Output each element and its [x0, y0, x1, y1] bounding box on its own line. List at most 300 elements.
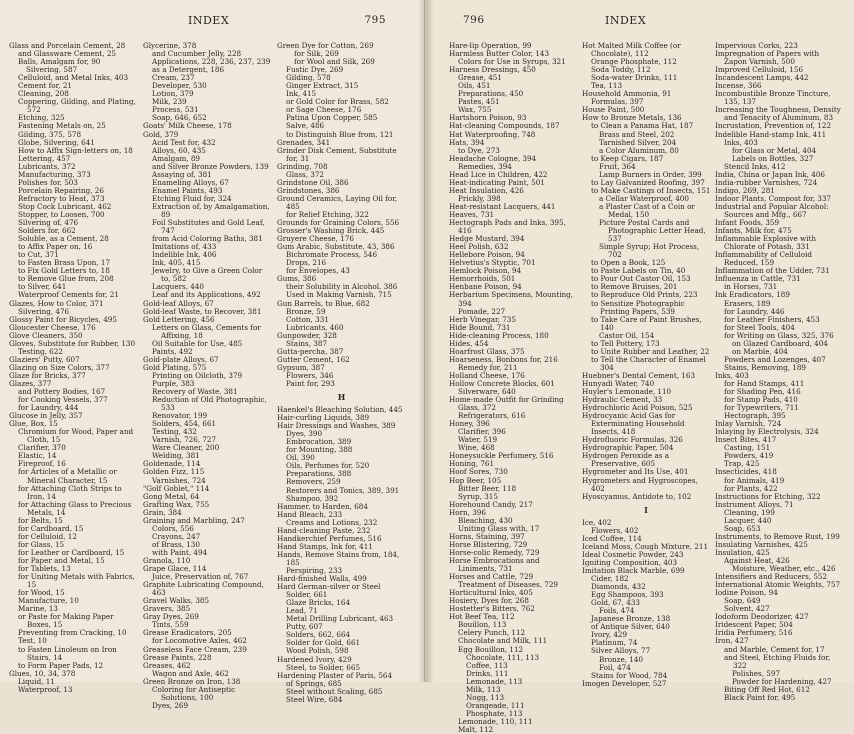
index-entry: Hoarseness, Bonbons for, 216	[449, 354, 558, 364]
index-subentry: Polishes, 597	[732, 668, 781, 678]
index-subentry: Wine, 468	[458, 443, 495, 453]
index-subentry: Bronze, 140	[599, 654, 644, 664]
index-subentry: Milk, 239	[152, 97, 187, 107]
index-subentry: for Belts, 15	[18, 515, 63, 525]
index-entry: Hair-curling Liquids, 389	[277, 413, 370, 423]
index-subentry: Patina Upon Copper, 585	[286, 113, 378, 123]
index-entry: Inlaying by Electrolysis, 324	[715, 427, 819, 437]
index-entry: Honeysuckle Perfumery, 516	[449, 451, 554, 461]
index-subentry: Refrigerators, 616	[458, 411, 526, 421]
index-subentry: for Wool and Silk, 269	[294, 57, 375, 67]
index-subentry: Amalgam, 89	[152, 153, 201, 163]
index-entry: Hygrometer and Its Use, 401	[582, 467, 689, 477]
index-subentry: Colors, 556	[152, 523, 194, 533]
index-entry: Gong Metal, 64	[143, 491, 200, 501]
index-entry: Hand Bleach, 233	[277, 509, 343, 519]
index-entry: Inflammation of the Udder, 731	[715, 266, 830, 276]
index-subentry: with Paint, 494	[152, 547, 208, 557]
index-subentry: to Sensitize Photographic Printing Papers, 539	[591, 298, 685, 316]
index-subentry: Orangeade, 111	[466, 700, 525, 710]
index-entry: Hydrochloric Acid Poison, 525	[582, 403, 693, 413]
index-subentry: or Sage Cheese, 176	[286, 105, 362, 115]
index-subentry: as a Detergent, 186	[152, 65, 225, 75]
index-entry: Hides, 454	[449, 338, 489, 348]
index-subentry: Alloys, 60, 435	[152, 145, 206, 155]
index-entry: Hide-cleaning Process, 180	[449, 330, 549, 340]
index-subentry: Diamonds, 432	[591, 582, 646, 592]
index-subentry: Lacquer, 440	[724, 515, 772, 525]
index-subentry: Flowers, 402	[591, 525, 639, 535]
index-entry: Hop Beer, 105	[449, 475, 502, 485]
index-subentry: Bouillon, 113	[458, 620, 507, 630]
index-subentry: Preparations, 388	[286, 469, 352, 479]
index-entry: Green Bronze on Iron, 138	[143, 676, 241, 686]
index-subentry: Tea, 113	[591, 81, 623, 91]
index-subentry: and Silver Bronze Powders, 139	[152, 161, 269, 171]
index-entry: Instruments, to Remove Rust, 199	[715, 531, 840, 541]
index-subentry: Uniting Glass with, 17	[458, 523, 540, 533]
index-subentry: Lemonade, 113	[466, 676, 523, 686]
index-subentry: to Fix Gold Letters to, 18	[18, 266, 110, 276]
index-subentry: Egg Shampoos, 393	[591, 590, 664, 600]
index-entry: Granola, 110	[143, 556, 191, 565]
index-subentry: Varnish, 726, 727	[152, 435, 217, 445]
left-page-header	[8, 14, 414, 28]
index-subentry: Remedy for, 211	[458, 362, 518, 372]
index-entry: Horse-colic Remedy, 729	[449, 547, 540, 557]
index-subentry: Oils, Perfumes for, 520	[286, 461, 370, 471]
index-subentry: Trap, 425	[724, 459, 760, 469]
index-subentry: Stencil Inks, 412	[724, 161, 786, 171]
index-subentry: Waterproof, 13	[18, 684, 73, 694]
index-entry: House Paint, 500	[582, 105, 645, 115]
index-subentry: for Articles of a Metallic or Mineral Character, 15	[18, 467, 117, 485]
index-subentry: a Color Aluminum, 80	[599, 145, 679, 155]
index-entry: Iced Coffee, 114	[582, 533, 642, 543]
index-subentry: Casting, 151	[724, 443, 771, 453]
index-entry: Ideal Cosmetic Powder, 243	[582, 549, 684, 559]
index-entry: Home-made Outfit for Grinding Glass, 372	[449, 395, 564, 413]
index-subentry: to Clean a Panama Hat, 187	[591, 121, 694, 131]
index-entry: Hectograph Pads and Inks, 395, 416	[449, 218, 566, 236]
index-subentry: for Laundry, 446	[724, 306, 785, 316]
index-entry: Grain, 384	[143, 507, 182, 517]
index-entry: Iridia Perfumery, 516	[715, 628, 793, 638]
index-entry: Household Ammonia, 91	[582, 89, 672, 99]
index-subentry: and Steel, Etching Fluids for, 322	[724, 652, 831, 670]
index-entry: Insulating Varnishes, 425	[715, 539, 808, 549]
index-subentry: Grease, 451	[458, 73, 502, 83]
index-entry: Iron, 427	[715, 636, 749, 646]
index-entry: Gold-leaf Waste, to Recover, 381	[143, 306, 262, 316]
index-subentry: Manufacture, 10	[18, 596, 79, 606]
index-entry: Impervious Corks, 223	[715, 41, 798, 50]
index-subentry: Enameling Alloys, 67	[152, 177, 229, 187]
index-entry: Hammer, to Harden, 684	[277, 501, 368, 511]
index-entry: Gold-leaf Alloys, 67	[143, 298, 214, 308]
index-entry: Honing, 761	[449, 459, 495, 469]
index-subentry: Labels on Bottles, 327	[732, 153, 814, 163]
index-subentry: Bichromate Process, 546	[286, 250, 378, 260]
index-entry: Horehound Candy, 217	[449, 499, 533, 509]
index-subentry: Applications, 228, 236, 237, 239	[152, 57, 271, 67]
index-entry: Heel Polish, 632	[449, 242, 509, 252]
index-subentry: Orange Phosphate, 112	[591, 57, 677, 67]
index-entry: Grindstone Oil, 386	[277, 177, 349, 187]
index-entry: Harness Dressings, 450	[449, 65, 536, 75]
index-entry: International Atomic Weights, 757	[715, 580, 841, 590]
index-subentry: Reduction of Old Photographic, 533	[152, 395, 267, 413]
index-subentry: Indelible Ink, 406	[152, 250, 217, 260]
index-entry: Gypsum, 387	[277, 362, 325, 372]
index-subentry: Bitter Beer, 118	[458, 483, 517, 493]
index-subentry: Picture Postal Cards and Photographic Letter Head, 537	[599, 218, 706, 244]
index-subentry: Embrocation, 389	[286, 437, 352, 447]
index-entry: Increasing the Toughness, Density and Tenacity of Aluminum, 83	[715, 105, 841, 123]
index-subentry: Celery Punch, 112	[458, 628, 526, 638]
index-entry: Haenkel's Bleaching Solution, 445	[277, 405, 403, 415]
index-entry: Indigo, 269, 281	[715, 185, 775, 195]
index-entry: Grounds for Graining Colors, 556	[277, 218, 400, 228]
index-subentry: Bronze, 59	[286, 306, 326, 316]
index-subentry: from Acid Coloring Baths, 381	[152, 234, 263, 244]
index-entry: Glue, Box, 15	[9, 419, 58, 429]
index-entry: Hand Stamps, Ink for, 411	[277, 541, 373, 551]
index-subentry: and Marble, Cement for, 17	[724, 644, 825, 654]
index-subentry: for Celluloid, 12	[18, 531, 77, 541]
index-subentry: Assaying of, 381	[152, 169, 212, 179]
index-entry: Horns, Staining, 397	[449, 531, 525, 541]
index-entry: Iridescent Paper, 504	[715, 620, 793, 630]
index-entry: Glazing on Size Colors, 377	[9, 362, 110, 372]
index-subentry: Wood Polish, 598	[286, 646, 349, 656]
index-entry: Gravers, 385	[143, 604, 191, 614]
index-subentry: Drinks, 111	[466, 668, 509, 678]
index-subentry: for Shading Pen, 416	[724, 387, 801, 397]
index-entry: Ice, 402	[582, 517, 612, 527]
index-subentry: Silverware, 640	[458, 387, 516, 397]
index-subentry: Stop Cock Lubricant, 462	[18, 201, 112, 211]
index-entry: Hoof Sores, 730	[449, 467, 508, 477]
index-entry: Glaziers' Putty, 607	[9, 354, 80, 364]
index-entry: Ink Eradicators, 189	[715, 290, 790, 300]
index-subentry: Ink, 415	[286, 89, 317, 99]
index-subentry: Tarnished Silver, 204	[599, 137, 677, 147]
index-subentry: Juice, Preservation of, 767	[152, 572, 249, 582]
index-subentry: Soap, 646, 652	[152, 113, 207, 123]
index-subentry: Malt, 112	[458, 724, 494, 734]
index-entry: Hyoscyamus, Antidote to, 102	[582, 491, 692, 501]
index-entry: Golden Fizz, 115	[143, 467, 205, 477]
index-entry: Hat-cleaning Compounds, 187	[449, 121, 560, 131]
index-entry: Hemlock Poison, 94	[449, 266, 522, 276]
index-entry: Hedge Mustard, 394	[449, 234, 525, 244]
index-subentry: Silvering of, 476	[18, 218, 79, 228]
index-subentry: Solvent, 427	[724, 604, 770, 614]
index-entry: India-rubber Varnishes, 724	[715, 177, 818, 187]
index-entry: Hardening Plaster of Paris, 564	[277, 670, 393, 680]
index-entry: Hat Waterproofing, 748	[449, 129, 536, 139]
index-entry: Industrial and Popular Alcohol: Sources and Mfg., 667	[715, 201, 829, 219]
index-subentry: to Fasten Brass Upon, 17	[18, 258, 111, 268]
section-letter: I	[644, 504, 649, 515]
index-subentry: for Silk, 269	[294, 49, 339, 59]
index-subentry: to Lay Galvanized Roofing, 397	[591, 177, 705, 187]
index-subentry: Etching Fluid for, 324	[152, 193, 232, 203]
index-entry: Handkerchief Perfumes, 516	[277, 533, 382, 543]
index-subentry: Manufacturing, 373	[18, 169, 91, 179]
index-subentry: Ware Cleaner, 200	[152, 443, 220, 453]
index-subentry: Remedies, 394	[458, 161, 512, 171]
index-subentry: Silvering, 476	[18, 306, 70, 316]
index-subentry: Crayons, 247	[152, 531, 201, 541]
index-subentry: of Springs, 685	[286, 678, 342, 688]
index-entry: Goldenade, 114	[143, 459, 201, 469]
index-entry: Gutta-percha, 387	[277, 346, 344, 356]
index-entry: Igniting Composition, 403	[582, 557, 678, 567]
index-entry: Indoor Plants, Compost for, 337	[715, 193, 831, 203]
index-subentry: Globe, Silvering, 641	[18, 137, 95, 147]
index-subentry: Paint for, 293	[286, 378, 335, 388]
right-index-columns	[449, 41, 849, 734]
index-entry: Imogen Developer, 527	[582, 678, 667, 688]
index-entry: Glass and Porcelain Cement, 28	[9, 41, 126, 50]
index-subentry: Solder for Gold, 661	[286, 638, 361, 648]
index-subentry: Cement for, 21	[18, 81, 72, 91]
index-subentry: Celluloid, and Metal Inks, 403	[18, 73, 129, 83]
index-entry: Glossy Paint for Bicycles, 495	[9, 314, 117, 324]
index-subentry: Steel, to Solder, 665	[286, 662, 361, 672]
index-entry: Herb Vinegar, 735	[449, 314, 516, 324]
index-subentry: Lead, 71	[286, 606, 318, 616]
left-page-number: 795	[364, 14, 386, 26]
index-entry: Hard German-silver or Steel Solder, 661	[277, 582, 381, 600]
index-subentry: Paints, 492	[152, 346, 193, 356]
index-entry: Gunpowder, 328	[277, 330, 337, 340]
index-subentry: Varnishes, 724	[152, 475, 206, 485]
index-entry: Horse Blistering, 729	[449, 539, 528, 549]
index-entry: Huyler's Lemonade, 110	[582, 387, 672, 397]
index-subentry: Letters on Glass, Cements for Affixing, 18	[152, 322, 261, 340]
index-entry: Improved Celluloid, 156	[715, 65, 804, 75]
index-subentry: and Pottery Bodies, 167	[18, 387, 106, 397]
index-entry: Grinding, 708	[277, 161, 328, 171]
index-subentry: on Marble, 404	[732, 346, 788, 356]
index-subentry: on Glazed Cardboard, 404	[732, 338, 828, 348]
index-entry: Harmless Butter Color, 143	[449, 49, 550, 59]
index-entry: Heat-resistant Lacquers, 441	[449, 201, 556, 211]
index-subentry: to Fasten Linoleum on Iron Stairs, 14	[18, 644, 117, 662]
index-entry: Honey, 396	[449, 419, 490, 429]
index-subentry: Pastes, 451	[458, 97, 500, 107]
index-subentry: Soap, 649	[724, 596, 761, 606]
index-subentry: Silver Alloys, 77	[591, 646, 651, 656]
index-entry: Gums, 386	[277, 274, 317, 284]
index-subentry: Lubricants, 372	[18, 161, 76, 171]
index-subentry: Testing, 622	[18, 346, 63, 356]
index-subentry: Purple, 383	[152, 378, 195, 388]
index-subentry: to Tell Pottery, 173	[591, 338, 660, 348]
index-entry: Incense, 366	[715, 81, 762, 91]
index-subentry: for Envelopes, 43	[286, 266, 350, 276]
index-subentry: Leaf and its Applications, 492	[152, 290, 261, 300]
index-subentry: Japanese Bronze, 138	[591, 614, 671, 624]
index-subentry: for Steel Tools, 404	[724, 322, 795, 332]
index-entry: Hollow Concrete Blocks, 601	[449, 378, 555, 388]
index-entry: Impregnation of Papers with Zapon Varnish, 500	[715, 49, 820, 67]
index-subentry: Coloring for Antiseptic Solutions, 100	[152, 684, 236, 702]
index-entry: Iodoform Deodorizer, 427	[715, 612, 809, 622]
index-subentry: Silvering, 587	[26, 65, 78, 75]
index-subentry: for Attaching Glass to Precious Metals, 14	[18, 499, 132, 517]
index-subentry: for Wood, 15	[18, 588, 65, 598]
index-subentry: Water, 519	[458, 435, 498, 445]
index-subentry: Formulas, 397	[591, 97, 644, 107]
index-subentry: Powders and Lozenges, 407	[724, 354, 826, 364]
index-subentry: Waterproof Cements for, 21	[18, 290, 119, 300]
index-subentry: Gilding, 578	[286, 73, 331, 83]
index-subentry: or Paste for Making Paper Boxes, 15	[18, 612, 114, 630]
left-index-columns	[9, 41, 411, 710]
index-subentry: Metal Drilling Lubricant, 463	[286, 614, 394, 624]
index-entry: Headache Cologne, 394	[449, 153, 537, 163]
index-subentry: Tints, 559	[152, 620, 189, 630]
index-subentry: for Uniting Metals with Fabrics, 15	[18, 572, 135, 590]
index-subentry: for Cardboard, 15	[18, 523, 84, 533]
index-subentry: Lotion, 379	[152, 89, 194, 99]
index-subentry: to Remove Bruises, 201	[591, 282, 678, 292]
index-subentry: of Antique Silver, 640	[591, 622, 670, 632]
index-subentry: Acid Test for, 432	[152, 137, 216, 147]
index-entry: Hunyadi Water, 740	[582, 378, 655, 388]
index-subentry: Oil Suitable for Use, 485	[152, 338, 243, 348]
index-entry: Inlay Varnish, 724	[715, 419, 782, 429]
index-entry: Inflammability of Celluloid Reduced, 159	[715, 250, 812, 268]
index-subentry: Cleaning, 208	[18, 89, 69, 99]
index-subentry: Gilding, 375, 578	[18, 129, 82, 139]
index-entry: Hair Dressings and Washes, 389	[277, 421, 396, 431]
index-entry: Horticultural Inks, 405	[449, 588, 533, 598]
index-subentry: for Hand Stamps, 411	[724, 378, 805, 388]
index-subentry: Recovery of Waste, 381	[152, 387, 238, 397]
index-subentry: Clarifier, 370	[18, 443, 66, 453]
index-subentry: Fireproof, 16	[18, 459, 66, 469]
index-subentry: for Paper and Metal, 15	[18, 556, 105, 565]
index-entry: Indelible Hand-stamp Ink, 411	[715, 129, 827, 139]
index-subentry: Lubricants, 460	[286, 322, 344, 332]
index-entry: Glazes, How to Color, 371	[9, 298, 104, 308]
index-entry: Horses and Cattle, 729	[449, 572, 534, 582]
index-entry: Huebner's Dental Cement, 163	[582, 370, 696, 380]
index-subentry: Solders, 662, 664	[286, 630, 351, 640]
index-entry: Glycerine, 378	[143, 41, 197, 50]
index-entry: Gray Dyes, 269	[143, 612, 199, 622]
index-subentry: Egg Bouillon, 112	[458, 644, 524, 654]
index-entry: Gold-plate Alloys, 67	[143, 354, 219, 364]
index-entry: Glazes, 377	[9, 378, 52, 388]
index-entry: Grease Eradicators, 205	[143, 628, 232, 638]
index-column	[143, 41, 277, 710]
index-entry: Insulation, 425	[715, 547, 770, 557]
index-entry: Hide Bound, 731	[449, 322, 511, 332]
index-entry: Hydrogen Peroxide as a Preservative, 605	[582, 451, 670, 469]
index-entry: Hoarfrost Glass, 375	[449, 346, 525, 356]
index-subentry: to Distinguish Blue from, 121	[286, 129, 394, 139]
index-entry: Graphite Lubricating Compound, 463	[143, 580, 264, 598]
index-entry: Iceland Moss, Cough Mixture, 211	[582, 541, 709, 551]
index-subentry: Treatment of Diseases, 729	[458, 580, 559, 590]
index-subentry: Cotton, 331	[286, 314, 329, 324]
index-entry: Helvetius's Styptic, 701	[449, 258, 536, 268]
index-entry: Hosiery, Dyes for, 268	[449, 596, 529, 606]
index-subentry: Refractory to Heat, 373	[18, 193, 105, 203]
index-subentry: Drops, 216	[286, 258, 327, 268]
index-subentry: Lettering, 457	[18, 153, 71, 163]
index-subentry: to Tell the Character of Enamel 304	[591, 354, 706, 372]
index-column	[277, 41, 411, 704]
index-subentry: Polishes for, 503	[18, 177, 78, 187]
index-entry: Gold Plating, 575	[143, 362, 207, 372]
index-column	[715, 41, 848, 702]
index-entry: Grindstones, 386	[277, 185, 340, 195]
index-subentry: Ginger Extract, 315	[286, 81, 359, 91]
index-subentry: to Form Paper Pads, 12	[18, 660, 104, 670]
index-subentry: Chocolate, 111, 113	[466, 652, 540, 662]
index-subentry: for Glass, 15	[18, 539, 65, 549]
index-subentry: Extraction of, by Amalgamation, 89	[152, 201, 270, 219]
index-subentry: to Paste Labels on Tin, 40	[591, 266, 686, 276]
index-entry: Inflammable Explosive with Chlorate of Potash, 331	[715, 234, 816, 252]
index-subentry: Balls, Amalgam for, 90	[18, 57, 101, 67]
index-subentry: Soap, 653	[724, 523, 761, 533]
index-entry: Gloves, Substitute for Rubber, 130	[9, 338, 136, 348]
index-subentry: Dyes, 269	[152, 700, 189, 710]
index-subentry: to Dye, 273	[458, 145, 500, 155]
index-subentry: Wagon and Axle, 462	[152, 668, 229, 678]
index-subentry: Powder for Hardening, 427	[732, 676, 832, 686]
index-entry: Incandescent Lamps, 442	[715, 73, 809, 83]
index-subentry: Soluble, as a Cement, 28	[18, 234, 109, 244]
index-subentry: for Mounting, 388	[286, 445, 353, 455]
index-subentry: Fustic Dye, 269	[286, 65, 344, 75]
index-subentry: to Silver, 641	[18, 282, 67, 292]
index-subentry: Stains, 387	[286, 338, 328, 348]
index-subentry: for Leather Finishers, 453	[724, 314, 820, 324]
index-subentry: to Remove Glue from, 208	[18, 274, 114, 284]
index-subentry: Oil, 390	[286, 453, 315, 463]
index-subentry: Process, 531	[152, 105, 199, 115]
index-entry: How to Bronze Metals, 136	[582, 113, 682, 123]
index-entry: Insecticides, 418	[715, 467, 777, 477]
index-subentry: Nogg, 113	[466, 692, 505, 702]
right-page	[425, 0, 854, 734]
index-subentry: of Brass, 130	[152, 539, 200, 549]
index-subentry: Oils, 451	[458, 81, 491, 91]
index-subentry: Wax, 755	[458, 105, 492, 115]
index-entry: Glove Cleaners, 350	[9, 330, 83, 340]
right-page-number: 796	[463, 14, 485, 26]
index-subentry: Brass and Steel, 202	[599, 129, 675, 139]
index-subentry: Powders, 419	[724, 451, 774, 461]
index-subentry: for Writing on Glass, 325, 376	[724, 330, 834, 340]
index-entry: Inks, 403	[715, 370, 749, 380]
index-entry: Graining and Marbling, 247	[143, 515, 245, 525]
index-entry: Gravel Walks, 385	[143, 596, 210, 606]
index-entry: Hydraulic Cement, 33	[582, 395, 663, 405]
index-entry: Heat-indicating Paint, 501	[449, 177, 545, 187]
index-entry: Gold Lettering, 456	[143, 314, 215, 324]
index-entry: Instrument Alloys, 71	[715, 499, 794, 509]
